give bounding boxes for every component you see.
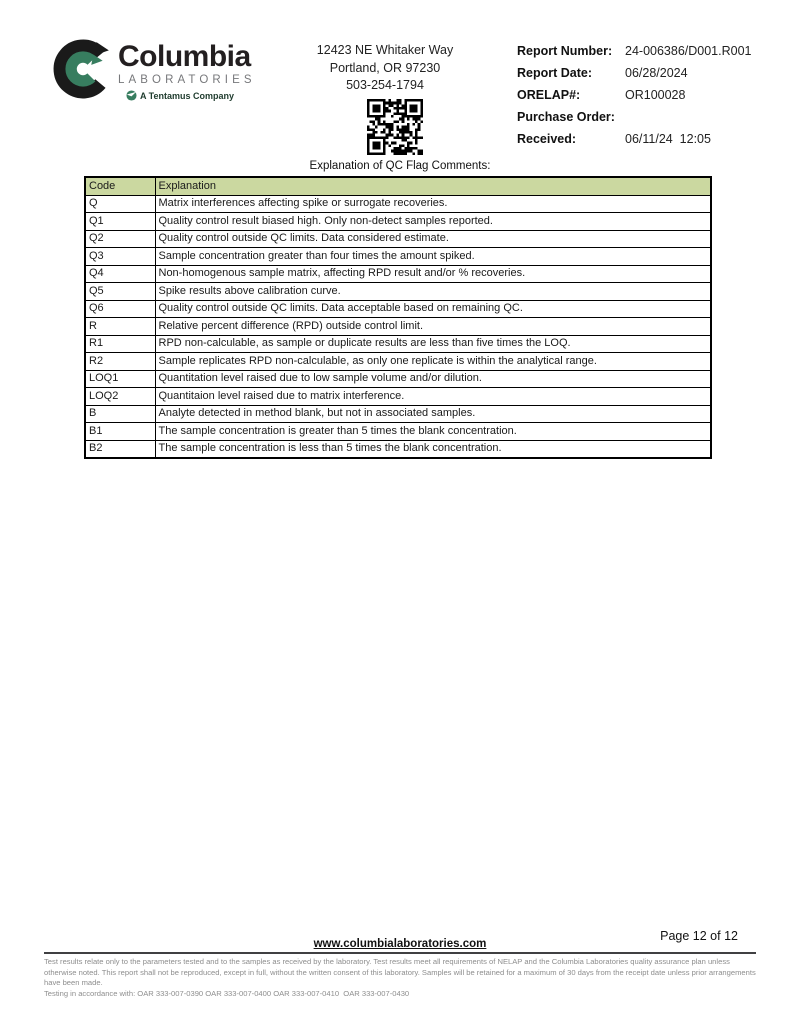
tentamus-bird-icon (126, 90, 137, 101)
report-info-row (517, 66, 757, 80)
tentamus-tagline (126, 90, 256, 101)
qc-table-row (85, 370, 711, 388)
report-info-label: Received: (517, 132, 577, 146)
qc-table-row (85, 230, 711, 248)
qc-table-row (85, 353, 711, 371)
report-info-row (517, 110, 757, 124)
qc-code-cell: B2 (85, 440, 155, 458)
qc-code-cell: R1 (85, 335, 155, 353)
qc-explanation-cell: The sample concentration is less than 5 times the blank concentration. (155, 440, 711, 458)
qc-explanation-cell: Sample replicates RPD non-calculable, as only one replicate is within the analytical range. (155, 353, 711, 371)
qc-table-row (85, 440, 711, 458)
qc-explanation-cell: Quality control outside QC limits. Data acceptable based on remaining QC. (155, 300, 711, 318)
qr-code (367, 99, 423, 155)
qc-code-cell: B (85, 405, 155, 423)
qc-code-cell: R (85, 318, 155, 336)
qc-code-cell: Q4 (85, 265, 155, 283)
qc-table-row (85, 248, 711, 266)
columbia-logo (52, 38, 256, 101)
qc-explanation-cell: Quantitation level raised due to low sample volume and/or dilution. (155, 370, 711, 388)
qc-code-cell: LOQ2 (85, 388, 155, 406)
qc-code-cell: Q3 (85, 248, 155, 266)
website-link: www.columbialaboratories.com (313, 938, 487, 950)
report-info-label: Purchase Order: (517, 110, 615, 124)
report-info (517, 44, 757, 154)
qc-code-cell: Q2 (85, 230, 155, 248)
brand-name: Columbia (118, 40, 251, 73)
qc-table-row (85, 405, 711, 423)
qc-table-row (85, 213, 711, 231)
report-info-label: ORELAP#: (517, 88, 581, 102)
qc-explanation-cell: Analyte detected in method blank, but not in associated samples. (155, 405, 711, 423)
qc-code-cell: LOQ1 (85, 370, 155, 388)
qc-explanation-cell: Spike results above calibration curve. (155, 283, 711, 301)
qc-flag-table (84, 176, 712, 459)
footer-accordance: Testing in accordance with: OAR 333-007-0390 OAR 333-007-0400 OAR 333-007-0410 OAR 333-007-0430 (44, 989, 410, 998)
page-number: Page 12 of 12 (660, 929, 738, 943)
qc-explanation-cell: The sample concentration is greater than 5 times the blank concentration. (155, 423, 711, 441)
qc-code-cell: B1 (85, 423, 155, 441)
address-line-2: Portland, OR 97230 (329, 60, 441, 75)
report-info-value: 24-006386/D001.R001 (625, 44, 752, 58)
footer-disclaimer: Test results relate only to the parameters tested and to the samples as received by the laboratory. Test results meet all requirements of NELAP and the Columbia Laboratories quality assurance plan unless otherwise noted. This report shall not be reproduced, except in full, without the written consent of this laboratory. Samples will be retained for a maximum of 30 days from the receipt date unless prior arrangements have been made. (44, 957, 758, 987)
qc-table-row (85, 388, 711, 406)
qc-table-row (85, 283, 711, 301)
address-line-3: 503-254-1794 (346, 78, 424, 92)
address-line-1: 12423 NE Whitaker Way (316, 43, 454, 57)
qc-explanation-cell: Quantitaion level raised due to matrix interference. (155, 388, 711, 406)
qc-explanation-cell: Relative percent difference (RPD) outside control limit. (155, 318, 711, 336)
qc-explanation-cell: Non-homogenous sample matrix, affecting RPD result and/or % recoveries. (155, 265, 711, 283)
qc-code-cell: Q6 (85, 300, 155, 318)
qc-code-cell: Q5 (85, 283, 155, 301)
qc-col-explanation: Explanation (155, 177, 711, 195)
qc-table-row (85, 300, 711, 318)
report-info-row (517, 132, 757, 146)
report-info-label: Report Date: (517, 66, 593, 80)
report-info-label: Report Number: (517, 44, 613, 58)
qc-table-row (85, 318, 711, 336)
tagline-text: A Tentamus Company (140, 90, 235, 101)
qc-explanation-cell: Quality control result biased high. Only non-detect samples reported. (155, 213, 711, 231)
qc-table-row (85, 335, 711, 353)
columbia-logo-mark-icon (52, 38, 114, 100)
qc-explanation-cell: Quality control outside QC limits. Data considered estimate. (155, 230, 711, 248)
qc-table-row (85, 195, 711, 213)
lab-address (275, 42, 495, 95)
report-info-value: 06/28/2024 (625, 66, 688, 80)
qc-table-row (85, 423, 711, 441)
qc-explanation-cell: Matrix interferences affecting spike or surrogate recoveries. (155, 195, 711, 213)
qc-col-code: Code (85, 177, 155, 195)
qc-table-row (85, 265, 711, 283)
qc-explanation-cell: RPD non-calculable, as sample or duplicate results are less than five times the LOQ. (155, 335, 711, 353)
report-info-row (517, 88, 757, 102)
report-info-value: OR100028 (625, 88, 686, 102)
qc-table-title: Explanation of QC Flag Comments: (309, 160, 491, 172)
qc-code-cell: R2 (85, 353, 155, 371)
qc-table-header-row (85, 177, 711, 195)
report-info-value: 06/11/24 12:05 (625, 132, 711, 146)
brand-subtitle: LABORATORIES (118, 74, 256, 86)
report-info-row (517, 44, 757, 58)
qc-code-cell: Q1 (85, 213, 155, 231)
qc-explanation-cell: Sample concentration greater than four times the amount spiked. (155, 248, 711, 266)
footer-divider (44, 952, 756, 954)
qc-code-cell: Q (85, 195, 155, 213)
